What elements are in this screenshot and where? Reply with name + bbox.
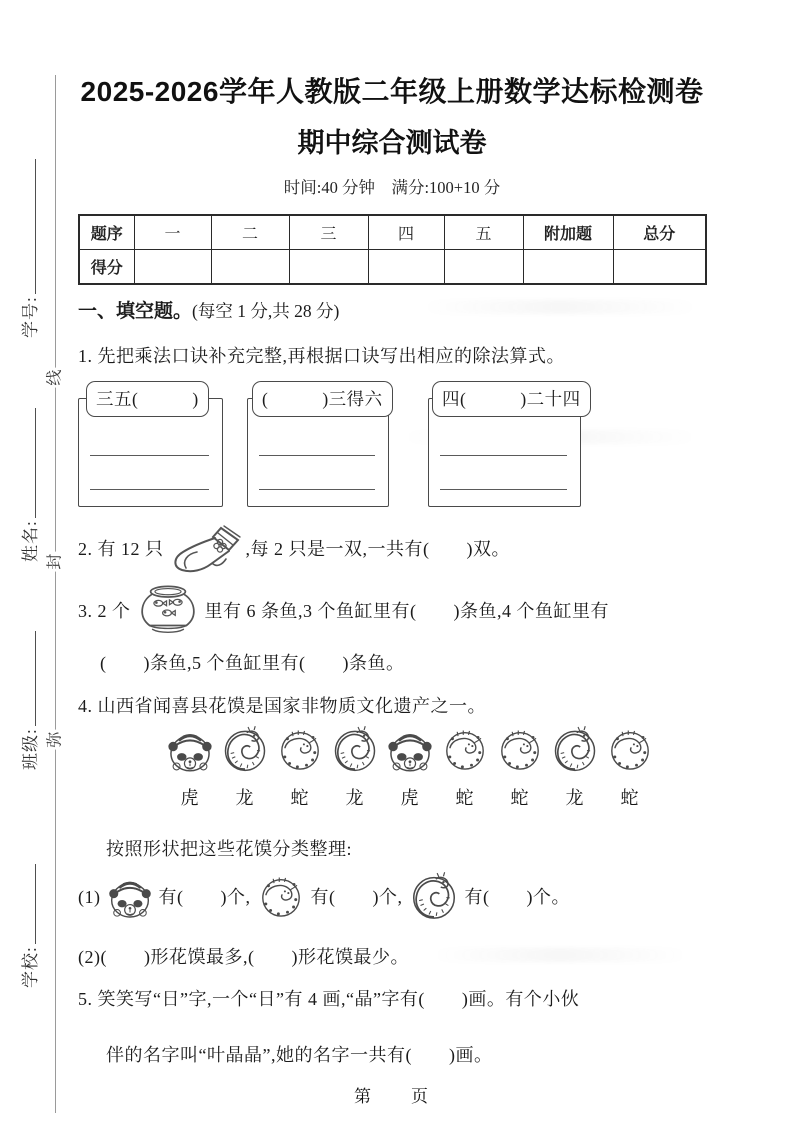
bun-label: 龙 xyxy=(235,788,254,808)
score-table-score-row xyxy=(79,250,706,285)
question-5-line-1: 5. 笑笑写“日”字,一个“日”有 4 画,“晶”字有( )画。有个小伙 xyxy=(78,989,580,1009)
card-2-label: ( )三得六 xyxy=(252,381,393,417)
paper-content xyxy=(78,0,706,1133)
class-field xyxy=(16,631,41,770)
question-3-line-1-text: 里有 6 条鱼,3 个鱼缸里有( )条鱼,4 个鱼缸里有 xyxy=(204,600,609,621)
question-2 xyxy=(78,524,510,574)
bun-item xyxy=(547,724,602,810)
class-label: 班级: xyxy=(21,728,40,770)
bun-label: 龙 xyxy=(345,788,364,808)
time-score-info: 时间:40 分钟 满分:100+10 分 xyxy=(283,178,501,197)
class-blank xyxy=(22,631,36,726)
mult-formula-card-1 xyxy=(78,381,223,507)
score-cell xyxy=(613,250,706,285)
score-col-3: 三 xyxy=(289,215,368,250)
card-1-label: 三五( ) xyxy=(86,381,209,417)
section1-heading xyxy=(78,296,339,323)
snake-bun-icon xyxy=(439,724,491,776)
dragon-bun-icon xyxy=(329,724,381,776)
student-id-field xyxy=(16,159,41,338)
tiger-bun-icon xyxy=(105,872,155,922)
score-row-label: 得分 xyxy=(79,250,134,285)
bun-label: 蛇 xyxy=(455,788,474,808)
score-corner-cell: 题序 xyxy=(79,215,134,250)
score-table-header-row xyxy=(79,215,706,250)
answer-line xyxy=(259,489,375,490)
score-col-4: 四 xyxy=(368,215,444,250)
question-2-pre: 2. 有 12 只 xyxy=(78,538,164,559)
snake-bun-icon xyxy=(255,871,307,923)
dragon-bun-icon xyxy=(549,724,601,776)
score-col-2: 二 xyxy=(211,215,289,250)
question-1-cards xyxy=(78,381,706,511)
bun-label: 龙 xyxy=(565,788,584,808)
school-field xyxy=(16,864,41,988)
question-2-post: ,每 2 只是一双,一共有( )双。 xyxy=(245,538,510,559)
question-4-sub-2: (2)( )形花馍最多,( )形花馍最少。 xyxy=(78,947,409,967)
bun-label: 虎 xyxy=(400,788,419,808)
dragon-bun-icon xyxy=(407,870,461,924)
bun-label: 蛇 xyxy=(290,788,309,808)
seal-char-feng: 封 xyxy=(43,552,66,572)
bun-label: 蛇 xyxy=(620,788,639,808)
score-cell xyxy=(444,250,523,285)
score-col-5: 五 xyxy=(444,215,523,250)
seal-fold-line xyxy=(55,75,56,1113)
sub-1-segment-2: 有( )个, xyxy=(310,886,403,907)
student-name-blank xyxy=(22,408,36,518)
question-4-sub-1 xyxy=(78,870,570,924)
bun-item xyxy=(272,724,327,810)
sub-1-number: (1) xyxy=(78,886,101,907)
question-4-classify-text: 按照形状把这些花馍分类整理: xyxy=(106,839,352,859)
snake-bun-icon xyxy=(274,724,326,776)
flower-bun-row xyxy=(162,724,657,810)
paper-subtitle: 期中综合测试卷 xyxy=(297,128,487,158)
answer-line xyxy=(259,455,375,456)
score-cell xyxy=(211,250,289,285)
mult-formula-card-3 xyxy=(428,381,581,507)
answer-line xyxy=(90,489,209,490)
mult-formula-card-2 xyxy=(247,381,389,507)
score-cell xyxy=(134,250,211,285)
score-col-total: 总分 xyxy=(613,215,706,250)
sub-1-segment-1: 有( )个, xyxy=(158,886,251,907)
school-blank xyxy=(22,864,36,944)
section1-heading-note: (每空 1 分,共 28 分) xyxy=(192,301,340,321)
student-id-blank xyxy=(22,159,36,294)
score-col-1: 一 xyxy=(134,215,211,250)
bun-item xyxy=(437,724,492,810)
bun-label: 虎 xyxy=(180,788,199,808)
score-col-bonus: 附加题 xyxy=(523,215,613,250)
question-1-text: 1. 先把乘法口诀补充完整,再根据口诀写出相应的除法算式。 xyxy=(78,346,565,366)
bun-item xyxy=(492,724,547,810)
score-cell xyxy=(368,250,444,285)
score-cell xyxy=(289,250,368,285)
bun-item xyxy=(382,724,437,810)
seal-char-xian: 线 xyxy=(43,368,66,388)
question-4-text: 4. 山西省闻喜县花馍是国家非物质文化遗产之一。 xyxy=(78,696,486,716)
sub-1-segment-3: 有( )个。 xyxy=(464,886,570,907)
question-3-line-2: ( )条鱼,5 个鱼缸里有( )条鱼。 xyxy=(100,653,405,673)
bun-item xyxy=(327,724,382,810)
bun-item xyxy=(602,724,657,810)
score-table xyxy=(78,214,707,285)
school-label: 学校: xyxy=(21,946,40,988)
seal-char-mi: 弥 xyxy=(43,730,66,750)
bun-label: 蛇 xyxy=(510,788,529,808)
score-cell xyxy=(523,250,613,285)
question-3-pre: 3. 2 个 xyxy=(78,600,131,621)
student-id-label: 学号: xyxy=(21,296,40,338)
tiger-bun-icon xyxy=(164,724,216,776)
student-name-label: 姓名: xyxy=(21,520,40,562)
snake-bun-icon xyxy=(494,724,546,776)
paper-title: 2025-2026学年人教版二年级上册数学达标检测卷 xyxy=(80,76,704,107)
question-5-line-2: 伴的名字叫“叶晶晶”,她的名字一共有( )画。 xyxy=(106,1045,493,1065)
dragon-bun-icon xyxy=(219,724,271,776)
student-name-field xyxy=(16,408,41,562)
answer-line xyxy=(90,455,209,456)
sock-icon xyxy=(169,524,241,574)
question-3-line-1 xyxy=(78,582,609,640)
tiger-bun-icon xyxy=(384,724,436,776)
snake-bun-icon xyxy=(604,724,656,776)
bun-item xyxy=(162,724,217,810)
fishbowl-icon xyxy=(136,582,200,640)
bun-item xyxy=(217,724,272,810)
answer-line xyxy=(440,489,567,490)
card-3-label: 四( )二十四 xyxy=(432,381,591,417)
section1-heading-main: 一、填空题。 xyxy=(78,301,193,322)
answer-line xyxy=(440,455,567,456)
page-footer: 第 页 xyxy=(354,1087,430,1106)
